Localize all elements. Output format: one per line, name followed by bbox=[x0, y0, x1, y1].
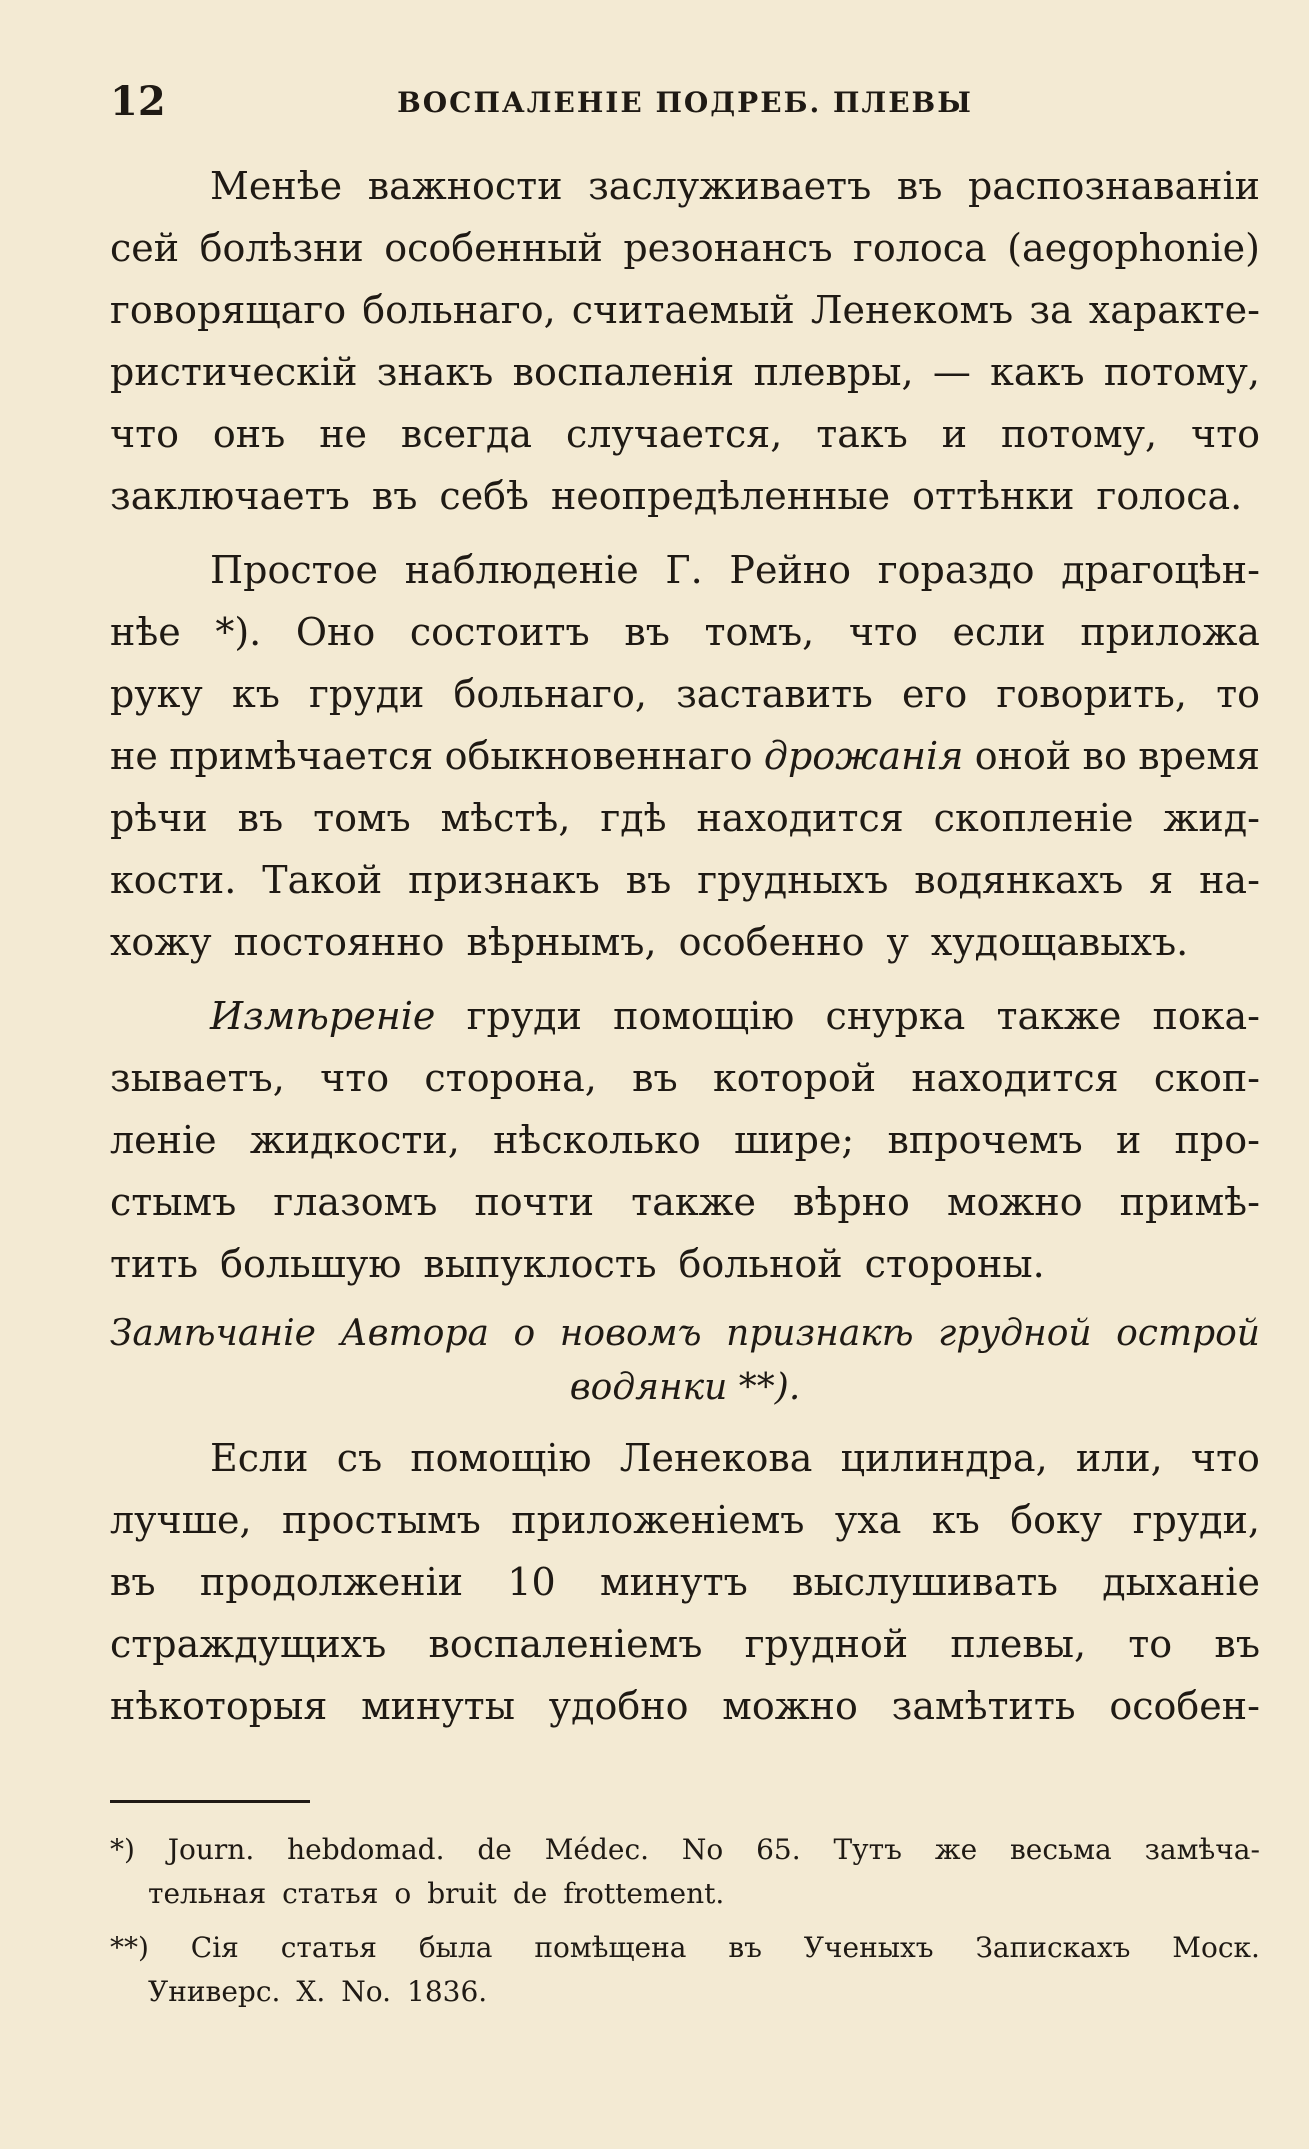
word: томъ bbox=[313, 796, 411, 840]
word: говорить, bbox=[996, 672, 1187, 716]
word: оной bbox=[974, 734, 1072, 778]
word: къ bbox=[931, 1498, 980, 1542]
text-line bbox=[110, 1427, 1260, 1489]
word: о bbox=[513, 1313, 536, 1354]
word: если bbox=[952, 610, 1046, 654]
word: въ bbox=[624, 610, 670, 654]
word: плевры, bbox=[753, 350, 914, 394]
word: 1836. bbox=[407, 1975, 488, 2008]
footnote-2-line bbox=[110, 1970, 1260, 2014]
word: руку bbox=[110, 672, 203, 716]
word: приложа bbox=[1080, 610, 1260, 654]
word: можно bbox=[946, 1180, 1083, 1224]
text-line bbox=[110, 911, 1260, 973]
word: статья bbox=[280, 1931, 377, 1964]
word: воспаленія bbox=[512, 350, 735, 394]
word: стымъ bbox=[110, 1180, 237, 1224]
word: острой bbox=[1116, 1313, 1260, 1354]
word: резонансъ bbox=[623, 226, 833, 270]
word: впрочемъ bbox=[887, 1118, 1083, 1162]
word: леніе bbox=[110, 1118, 217, 1162]
text-line bbox=[110, 217, 1260, 279]
word: съ bbox=[336, 1436, 383, 1480]
word: заставить bbox=[676, 672, 873, 716]
word: худощавыхъ. bbox=[930, 920, 1189, 964]
word: ристическій bbox=[110, 350, 358, 394]
word: больной bbox=[678, 1242, 843, 1286]
word: Моск. bbox=[1172, 1931, 1260, 1964]
word: постоянно bbox=[233, 920, 445, 964]
word: Оно bbox=[295, 610, 376, 654]
word: Тутъ bbox=[833, 1833, 902, 1866]
word: мѣстѣ, bbox=[440, 796, 571, 840]
word: состоитъ bbox=[409, 610, 590, 654]
word: No bbox=[681, 1833, 724, 1866]
word: тить bbox=[110, 1242, 199, 1286]
word: что bbox=[848, 610, 918, 654]
word: простымъ bbox=[282, 1498, 481, 1542]
word: гдѣ bbox=[600, 796, 667, 840]
word: снурка bbox=[825, 994, 966, 1038]
word: не bbox=[319, 412, 368, 456]
word: лучше, bbox=[110, 1498, 252, 1542]
word: обыкновеннаго bbox=[444, 734, 753, 778]
running-title: ВОСПАЛЕНІЕ ПОДРЕБ. ПЛЕВЫ bbox=[397, 86, 973, 119]
text-line bbox=[110, 341, 1260, 403]
word: шире; bbox=[733, 1118, 855, 1162]
word: помощію bbox=[613, 994, 795, 1038]
word: hebdomad. bbox=[287, 1833, 445, 1866]
word: удобно bbox=[548, 1684, 689, 1728]
word: Ленекова bbox=[619, 1436, 813, 1480]
paragraph-1 bbox=[110, 155, 1260, 527]
word: заключаетъ bbox=[110, 474, 350, 518]
word: же bbox=[934, 1833, 978, 1866]
word: Ленекомъ bbox=[810, 288, 1014, 332]
word: Рейно bbox=[729, 548, 851, 592]
word: я bbox=[1149, 858, 1174, 902]
word: скоп- bbox=[1153, 1056, 1260, 1100]
word: No. bbox=[341, 1975, 392, 2008]
text-line bbox=[110, 849, 1260, 911]
text-line bbox=[110, 1233, 1260, 1295]
word: Запискахъ bbox=[975, 1931, 1131, 1964]
word: сей bbox=[110, 226, 180, 270]
word: (aegophonie) bbox=[1007, 226, 1260, 270]
word: особенный bbox=[384, 226, 603, 270]
word: вѣрнымъ, bbox=[466, 920, 657, 964]
word: Автора bbox=[340, 1313, 489, 1354]
word: груди bbox=[309, 672, 425, 716]
word: тельная bbox=[148, 1877, 267, 1910]
word: нѣкоторыя bbox=[110, 1684, 328, 1728]
word: 10 bbox=[507, 1560, 556, 1604]
word: Если bbox=[210, 1436, 309, 1480]
word: оттѣнки bbox=[912, 474, 1075, 518]
word: за bbox=[1029, 288, 1073, 332]
text-line bbox=[110, 1675, 1260, 1737]
word: Измѣреніе bbox=[210, 994, 436, 1038]
word: Универс. bbox=[148, 1975, 281, 2008]
footnote-2-line bbox=[110, 1926, 1260, 1970]
text-line bbox=[110, 1171, 1260, 1233]
word: такъ bbox=[816, 412, 908, 456]
word: замѣтить bbox=[891, 1684, 1076, 1728]
word: заслуживаетъ bbox=[588, 164, 872, 208]
word: болѣзни bbox=[199, 226, 364, 270]
page-header bbox=[110, 78, 1260, 128]
word: всегда bbox=[400, 412, 533, 456]
word: особен- bbox=[1109, 1684, 1260, 1728]
word: новомъ bbox=[559, 1313, 702, 1354]
text-line bbox=[110, 1489, 1260, 1551]
section-heading bbox=[110, 1307, 1260, 1415]
word: приложеніемъ bbox=[511, 1498, 805, 1542]
paragraph-3 bbox=[110, 985, 1260, 1295]
word: томъ, bbox=[704, 610, 815, 654]
word: которой bbox=[712, 1056, 877, 1100]
word: Ученыхъ bbox=[803, 1931, 934, 1964]
word: была bbox=[418, 1931, 493, 1964]
word: распознаваніи bbox=[967, 164, 1260, 208]
word: считаемый bbox=[571, 288, 795, 332]
text-line bbox=[110, 1551, 1260, 1613]
text-line bbox=[110, 787, 1260, 849]
word: дрожанія bbox=[763, 734, 964, 778]
word: въ bbox=[371, 474, 418, 518]
word: важности bbox=[367, 164, 563, 208]
footnote-rule bbox=[110, 1800, 310, 1803]
word: про- bbox=[1174, 1118, 1260, 1162]
word: въ bbox=[110, 1560, 156, 1604]
word: то bbox=[1128, 1622, 1173, 1666]
word: больнаго, bbox=[453, 672, 647, 716]
word: X. bbox=[296, 1975, 326, 2008]
word: дыханіе bbox=[1102, 1560, 1260, 1604]
word: также bbox=[996, 994, 1122, 1038]
word: находится bbox=[696, 796, 904, 840]
word: нѣе bbox=[110, 610, 181, 654]
text-line bbox=[110, 1047, 1260, 1109]
word: de bbox=[477, 1833, 512, 1866]
word: больнаго, bbox=[362, 288, 556, 332]
word: груди bbox=[466, 994, 582, 1038]
word: драгоцѣн- bbox=[1061, 548, 1260, 592]
paragraph-2 bbox=[110, 539, 1260, 973]
word: frottement. bbox=[563, 1877, 725, 1910]
word: въ bbox=[728, 1931, 762, 1964]
word: нѣсколько bbox=[493, 1118, 701, 1162]
word: замѣча- bbox=[1144, 1833, 1260, 1866]
page-number: 12 bbox=[110, 78, 166, 125]
word: большую bbox=[220, 1242, 402, 1286]
word: неопредѣленные bbox=[550, 474, 891, 518]
footnotes bbox=[110, 1828, 1260, 2014]
word: примѣ- bbox=[1119, 1180, 1260, 1224]
word: признакѣ bbox=[726, 1313, 914, 1354]
word: во bbox=[1082, 734, 1127, 778]
word: цилиндра, bbox=[840, 1436, 1048, 1480]
word: хожу bbox=[110, 920, 212, 964]
text-line bbox=[110, 279, 1260, 341]
text-line bbox=[110, 1109, 1260, 1171]
word: почти bbox=[474, 1180, 595, 1224]
word: онъ bbox=[212, 412, 286, 456]
footnote-1-line bbox=[110, 1828, 1260, 1872]
word: наблюденіе bbox=[404, 548, 639, 592]
word: Такой bbox=[262, 858, 383, 902]
word: на- bbox=[1199, 858, 1260, 902]
word: статья bbox=[282, 1877, 379, 1910]
word: сторона, bbox=[424, 1056, 597, 1100]
word: себѣ bbox=[439, 474, 529, 518]
word: въ bbox=[1214, 1622, 1260, 1666]
word: находится bbox=[911, 1056, 1119, 1100]
word: Journ. bbox=[167, 1833, 255, 1866]
word: плевы, bbox=[950, 1622, 1087, 1666]
word: грудныхъ bbox=[697, 858, 889, 902]
word: пока- bbox=[1152, 994, 1260, 1038]
word: голоса. bbox=[1096, 474, 1243, 518]
word: Менѣе bbox=[210, 164, 343, 208]
word: Médec. bbox=[544, 1833, 650, 1866]
word: Простое bbox=[210, 548, 379, 592]
text-line bbox=[110, 601, 1260, 663]
word: то bbox=[1216, 672, 1260, 716]
word: страждущихъ bbox=[110, 1622, 387, 1666]
word: и bbox=[941, 412, 968, 456]
word: грудной bbox=[744, 1622, 909, 1666]
word: можно bbox=[722, 1684, 858, 1728]
word: — bbox=[932, 350, 971, 394]
text-line bbox=[110, 403, 1260, 465]
word: голоса bbox=[852, 226, 987, 270]
word: *) bbox=[110, 1833, 135, 1866]
text-line bbox=[110, 725, 1260, 787]
word: примѣчается bbox=[169, 734, 434, 778]
text-line bbox=[110, 985, 1260, 1047]
word: у bbox=[886, 920, 909, 964]
word: de bbox=[512, 1877, 548, 1910]
word: *). bbox=[215, 610, 262, 654]
word: помѣщена bbox=[534, 1931, 687, 1964]
word: что bbox=[1190, 412, 1260, 456]
word: минуты bbox=[361, 1684, 515, 1728]
footnote-1-line bbox=[110, 1872, 1260, 1916]
word: или, bbox=[1075, 1436, 1163, 1480]
word: что bbox=[1190, 1436, 1260, 1480]
word: его bbox=[901, 672, 968, 716]
paragraph-4 bbox=[110, 1427, 1260, 1737]
word: скопленіе bbox=[933, 796, 1134, 840]
word: Г. bbox=[665, 548, 703, 592]
word: признакъ bbox=[408, 858, 600, 902]
text-line bbox=[110, 465, 1260, 527]
word: время bbox=[1138, 734, 1260, 778]
word: грудной bbox=[938, 1313, 1092, 1354]
word: особенно bbox=[678, 920, 865, 964]
word: говорящаго bbox=[110, 288, 347, 332]
page-body bbox=[110, 155, 1260, 1737]
word: жид- bbox=[1163, 796, 1260, 840]
word: что bbox=[320, 1056, 390, 1100]
word: въ bbox=[237, 796, 284, 840]
word: помощію bbox=[410, 1436, 592, 1480]
word: bruit bbox=[427, 1877, 497, 1910]
word: и bbox=[1115, 1118, 1142, 1162]
word: рѣчи bbox=[110, 796, 208, 840]
word: продолженіи bbox=[199, 1560, 464, 1604]
word: къ bbox=[231, 672, 280, 716]
word: кости. bbox=[110, 858, 237, 902]
word: какъ bbox=[990, 350, 1085, 394]
word: выпуклость bbox=[423, 1242, 657, 1286]
word: стороны. bbox=[864, 1242, 1045, 1286]
word: груди, bbox=[1132, 1498, 1260, 1542]
heading-line: водянки **). bbox=[569, 1367, 801, 1408]
word: уха bbox=[834, 1498, 902, 1542]
word: что bbox=[110, 412, 180, 456]
word: Сія bbox=[190, 1931, 239, 1964]
word: о bbox=[394, 1877, 412, 1910]
text-line bbox=[110, 539, 1260, 601]
word: весьма bbox=[1010, 1833, 1112, 1866]
word: минутъ bbox=[600, 1560, 748, 1604]
word: воспаленіемъ bbox=[428, 1622, 703, 1666]
word: характе- bbox=[1088, 288, 1260, 332]
word: не bbox=[110, 734, 158, 778]
text-line bbox=[110, 663, 1260, 725]
word: жидкости, bbox=[249, 1118, 460, 1162]
text-line bbox=[110, 1613, 1260, 1675]
word: водянкахъ bbox=[914, 858, 1124, 902]
word: гораздо bbox=[877, 548, 1035, 592]
word: въ bbox=[632, 1056, 678, 1100]
text-line bbox=[110, 155, 1260, 217]
word: потому, bbox=[1103, 350, 1260, 394]
word: **) bbox=[110, 1931, 149, 1964]
word: зываетъ, bbox=[110, 1056, 285, 1100]
word: вѣрно bbox=[793, 1180, 910, 1224]
word: Замѣчаніе bbox=[110, 1313, 316, 1354]
word: въ bbox=[625, 858, 672, 902]
word: случается, bbox=[565, 412, 783, 456]
word: боку bbox=[1010, 1498, 1103, 1542]
word: 65. bbox=[756, 1833, 801, 1866]
word: также bbox=[631, 1180, 757, 1224]
heading-line bbox=[110, 1307, 1260, 1361]
word: въ bbox=[896, 164, 943, 208]
word: потому, bbox=[1000, 412, 1158, 456]
word: знакъ bbox=[376, 350, 494, 394]
word: выслушивать bbox=[792, 1560, 1058, 1604]
word: глазомъ bbox=[273, 1180, 438, 1224]
